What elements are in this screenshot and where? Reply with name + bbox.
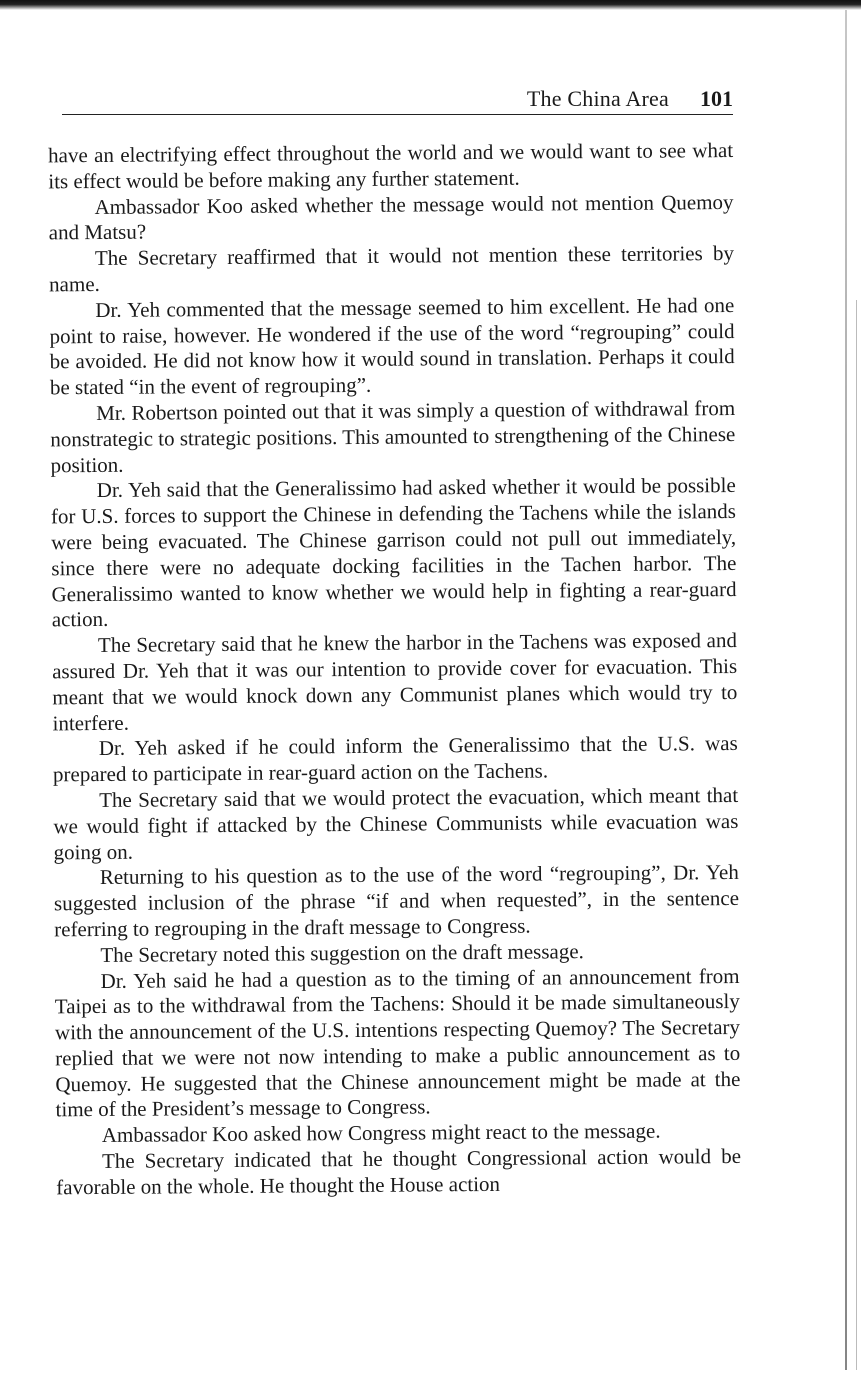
binding-edge [845,10,847,1370]
paragraph: Ambassador Koo asked how Congress might react to the message. [101,1118,661,1148]
paragraph: Ambassador Koo asked whether the message would not mention Quemoy and Matsu? [48,189,734,245]
paragraph: Dr. Yeh said that the Generalissimo had asked whether it would be possible for U.S. forces to support the Chinese in defending the Tachens while the islands were being evacuated. The Chinese garrison could not pull out immediately, since there were no adequate docking facilities in the Tachen harbor. The Generalissimo wanted to know whether we would help in fighting a rear-guard action. [50,473,737,632]
paragraph: Mr. Robertson pointed out that it was simply a question of withdrawal from nonstrategic to strategic positions. This amounted to strengthening of the Chinese position. [50,395,736,477]
paragraph: The Secretary said that he knew the harbor in the Tachens was exposed and assured Dr. Yeh that it was our intention to provide cover for evacuation. This meant that we would knock down any Communist planes which would try to interfere. [52,628,738,735]
running-head: The China Area [526,86,669,111]
page-header [62,86,733,115]
paragraph: Dr. Yeh said he had a question as to the timing of an announcement from Taipei as to the withdrawal from the Tachens: Should it be made simultaneously with the announcement of the U.S. intentions respecting Quemoy? The Secretary replied that we were not now intending to make a public announcement as to Quemoy. He suggested that the Chinese announcement might be made at the time of the President’s message to Congress. [54,963,741,1122]
body-text [48,138,741,1201]
paragraph: have an electrifying effect throughout the world and we would want to see what its effect would be before making any further statement. [48,138,734,194]
page-number: 101 [700,86,733,111]
paragraph: The Secretary noted this suggestion on the draft message. [100,938,584,967]
paragraph: Dr. Yeh commented that the message seemed to him excellent. He had one point to raise, however. He wondered if the use of the word “regrouping” could be avoided. He did not know how it would sound in translation. Perhaps it could be stated “in the event of regrouping”. [49,292,735,400]
page-top-shadow [0,0,861,10]
paragraph: The Secretary indicated that he thought Congressional action would be favorable on the whole. He thought the House action [56,1144,742,1200]
paragraph: The Secretary reaffirmed that it would not mention these territories by name. [49,241,734,297]
paragraph: Dr. Yeh asked if he could inform the Generalissimo that the U.S. was prepared to participate in rear-guard action on the Tachens. [52,731,738,787]
paragraph: The Secretary said that we would protect the evacuation, which meant that we would fight if attacked by the Chinese Communists while evacuation was going on. [53,782,739,864]
page-edge [856,300,857,1370]
paragraph: Returning to his question as to the use of the word “regrouping”, Dr. Yeh suggested inclusion of the phrase “if and when requested”, in the sentence referring to regrouping in the draft message to Congress. [53,860,740,942]
